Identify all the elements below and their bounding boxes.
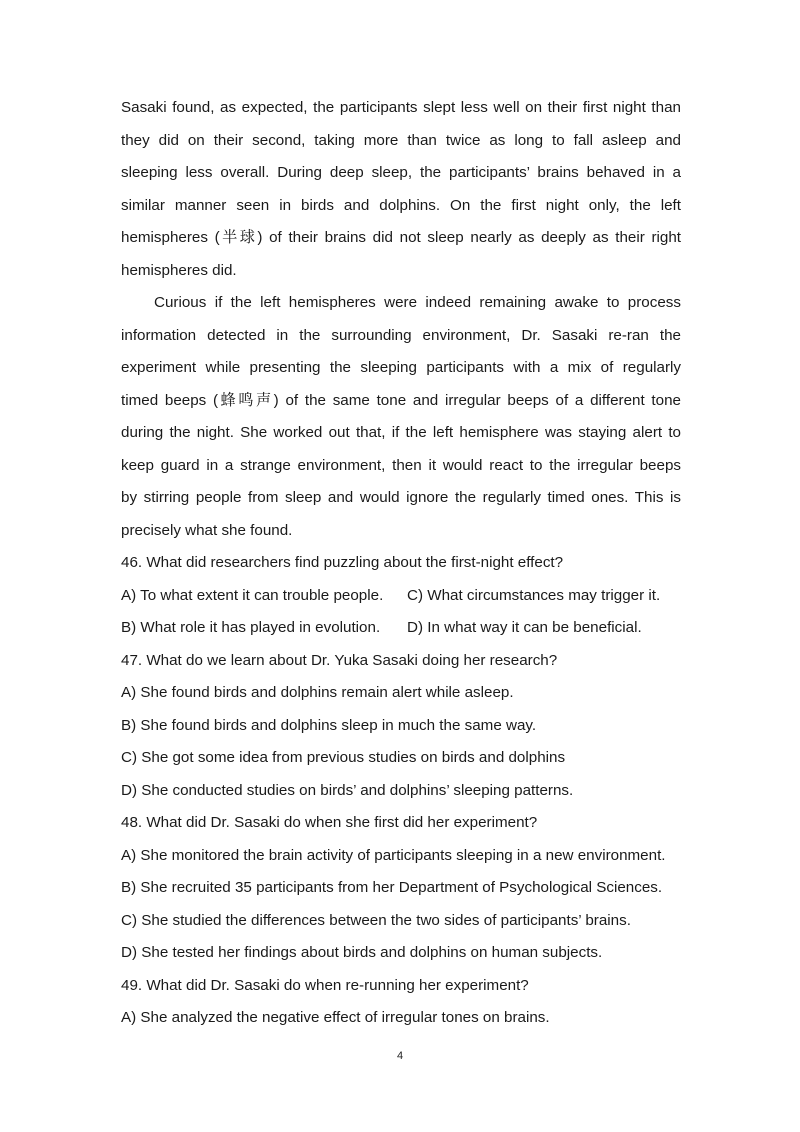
option-row (121, 612, 681, 645)
passage-line: sleeping less overall. During deep sleep, the participants’ brains behaved in a (121, 164, 681, 181)
question-46 (121, 547, 681, 645)
passage-line: timed beeps (蜂鸣声) of the same tone and irregular beeps of a different tone (121, 391, 681, 409)
passage-line: precisely what she found. (121, 521, 293, 539)
option-d: D) She conducted studies on birds’ and dolphins’ sleeping patterns. (121, 781, 574, 799)
passage-line: similar manner seen in birds and dolphins. On the first night only, the left (121, 196, 681, 214)
question-text: 48. What did Dr. Sasaki do when she first did her experiment? (121, 814, 538, 831)
option-a: A) She found birds and dolphins remain alert while asleep. (121, 684, 514, 701)
passage-paragraph-1 (121, 92, 681, 287)
passage-line: they did on their second, taking more than twice as long to fall asleep and (121, 131, 681, 149)
page-number: 4 (396, 1050, 404, 1062)
question-49 (121, 970, 681, 1035)
passage-line: Sasaki found, as expected, the participants slept less well on their first night than (121, 99, 681, 116)
option-b: B) She found birds and dolphins sleep in much the same way. (121, 716, 537, 734)
question-text: 49. What did Dr. Sasaki do when re-running her experiment? (121, 976, 529, 994)
passage-line: hemispheres did. (121, 261, 237, 279)
question-48 (121, 807, 681, 970)
passage-line: keep guard in a strange environment, then it would react to the irregular beeps (121, 456, 681, 474)
passage-line: Curious if the left hemispheres were indeed remaining awake to process (154, 294, 681, 311)
passage-line: experiment while presenting the sleeping participants with a mix of regularly (121, 359, 681, 376)
option-c: C) She got some idea from previous studies on birds and dolphins (121, 749, 566, 766)
question-text: 46. What did researchers find puzzling about the first-night effect? (121, 554, 564, 571)
document-page (121, 92, 681, 1035)
option-a: A) She analyzed the negative effect of irregular tones on brains. (121, 1009, 550, 1026)
option-d: D) She tested her findings about birds and dolphins on human subjects. (121, 944, 603, 961)
passage-paragraph-2 (121, 287, 681, 547)
passage-line: information detected in the surrounding environment, Dr. Sasaki re-ran the (121, 326, 681, 344)
option-c: C) What circumstances may trigger it. (407, 586, 661, 604)
question-text: 47. What do we learn about Dr. Yuka Sasaki doing her research? (121, 651, 558, 669)
option-row (121, 580, 681, 613)
option-d: D) In what way it can be beneficial. (407, 619, 642, 636)
option-c: C) She studied the differences between the two sides of participants’ brains. (121, 911, 631, 929)
option-a: A) She monitored the brain activity of participants sleeping in a new environment. (121, 846, 666, 864)
question-47 (121, 645, 681, 808)
passage-line: by stirring people from sleep and would ignore the regularly timed ones. This is (121, 489, 681, 506)
option-a: A) To what extent it can trouble people. (121, 586, 384, 604)
passage-line: during the night. She worked out that, if the left hemisphere was staying alert to (121, 424, 681, 441)
option-b: B) She recruited 35 participants from her Department of Psychological Sciences. (121, 879, 663, 896)
passage-line: hemispheres (半球) of their brains did not sleep nearly as deeply as their right (121, 229, 681, 246)
option-b: B) What role it has played in evolution. (121, 619, 381, 636)
